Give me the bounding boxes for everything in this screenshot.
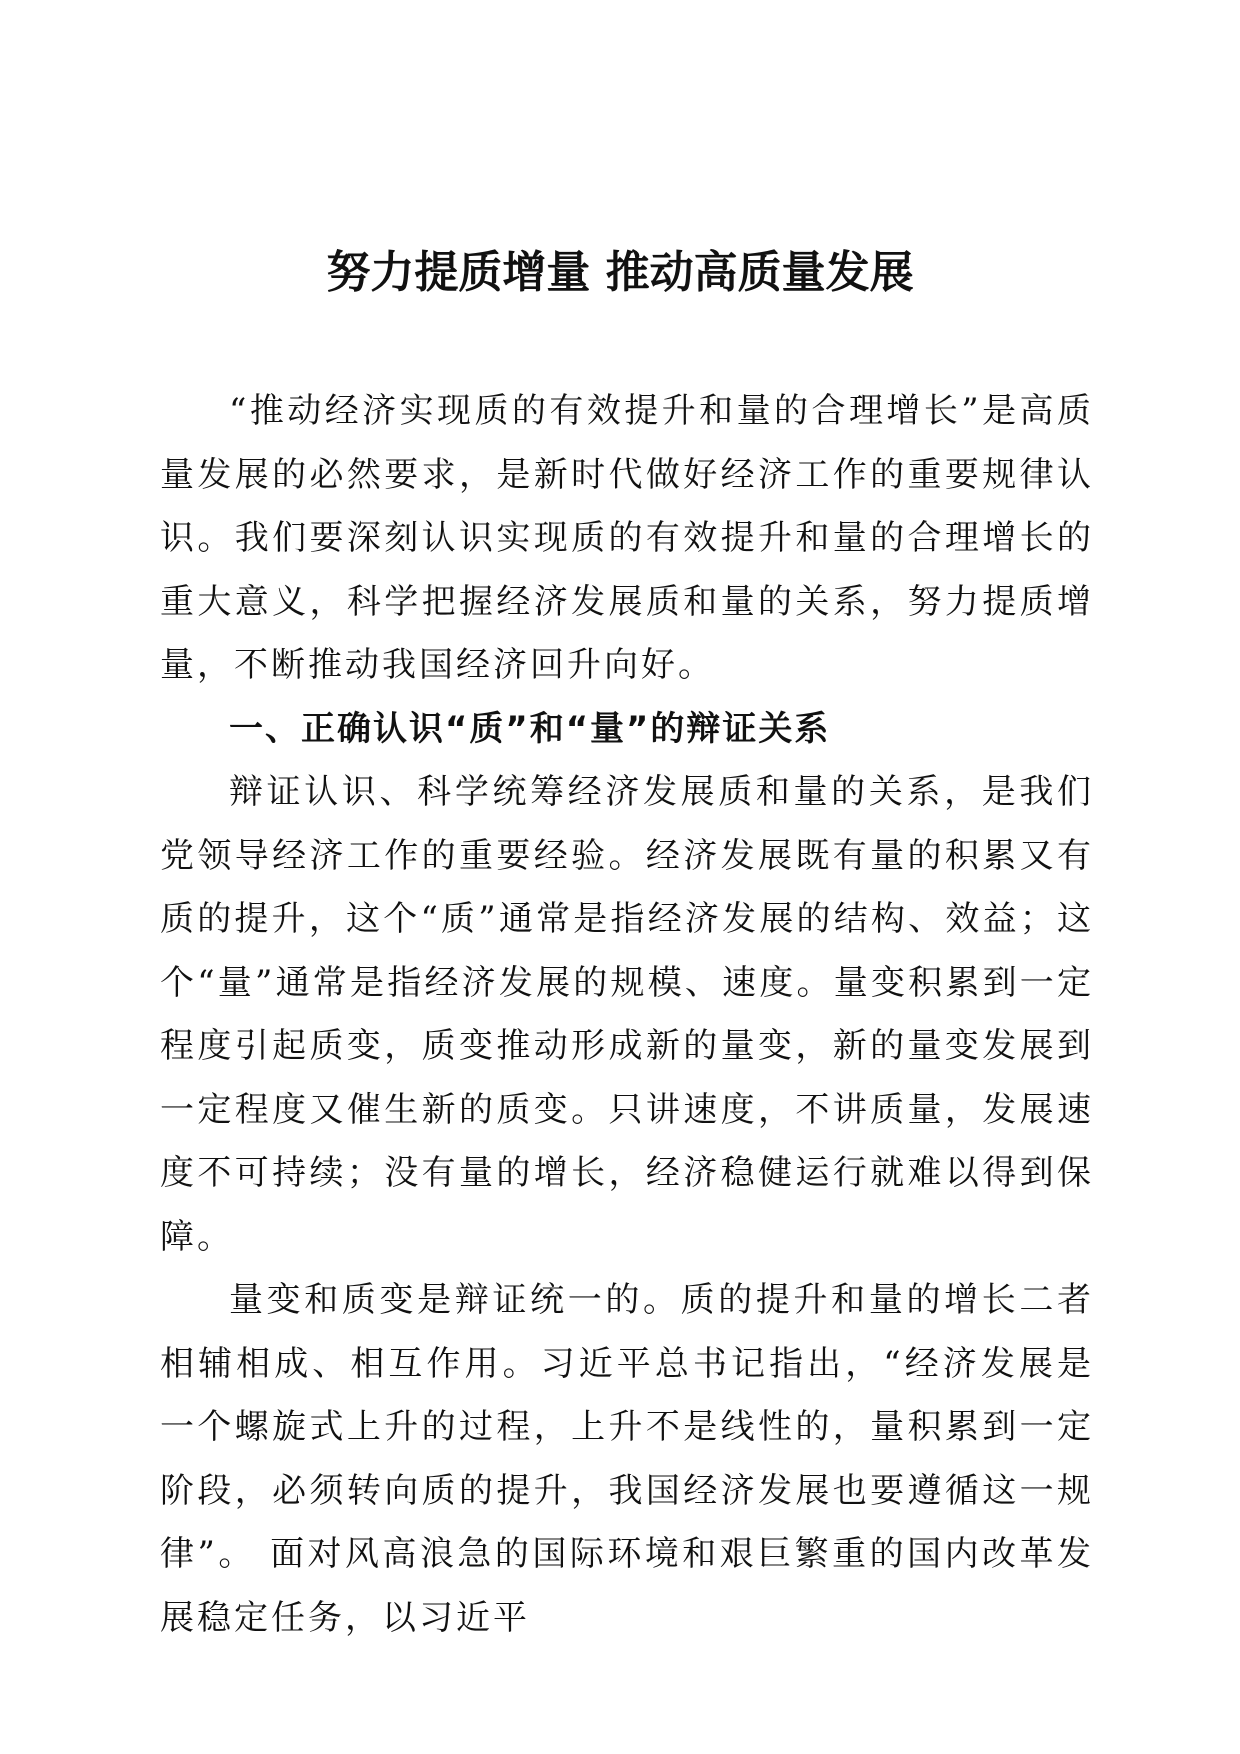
- section-1-paragraph-1: 辩证认识、科学统筹经济发展质和量的关系，是我们党领导经济工作的重要经验。经济发展既有量的积累又有质的提升，这个“质”通常是指经济发展的结构、效益；这个“量”通常是指经济发展的规模、速度。量变积累到一定程度引起质变，质变推动形成新的量变，新的量变发展到一定程度又催生新的质变。只讲速度，不讲质量，发展速度不可持续；没有量的增长，经济稳健运行就难以得到保障。: [160, 772, 1094, 1257]
- section-heading-1: 一、正确认识“质”和“量”的辩证关系: [229, 708, 831, 749]
- section-1-paragraph-2: 量变和质变是辩证统一的。质的提升和量的增长二者相辅相成、相互作用。习近平总书记指出，“经济发展是一个螺旋式上升的过程，上升不是线性的，量积累到一定阶段，必须转向质的提升，我国经济发展也要遵循这一规律”。 面对风高浪急的国际环境和艰巨繁重的国内改革发展稳定任务，以习近平: [160, 1280, 1094, 1638]
- document-title: 努力提质增量 推动高质量发展: [326, 247, 914, 298]
- document-body: [160, 380, 1094, 1650]
- intro-paragraph: “推动经济实现质的有效提升和量的合理增长”是高质量发展的必然要求，是新时代做好经济工作的重要规律认识。我们要深刻认识实现质的有效提升和量的合理增长的重大意义，科学把握经济发展质和量的关系，努力提质增量，不断推动我国经济回升向好。: [160, 391, 1094, 685]
